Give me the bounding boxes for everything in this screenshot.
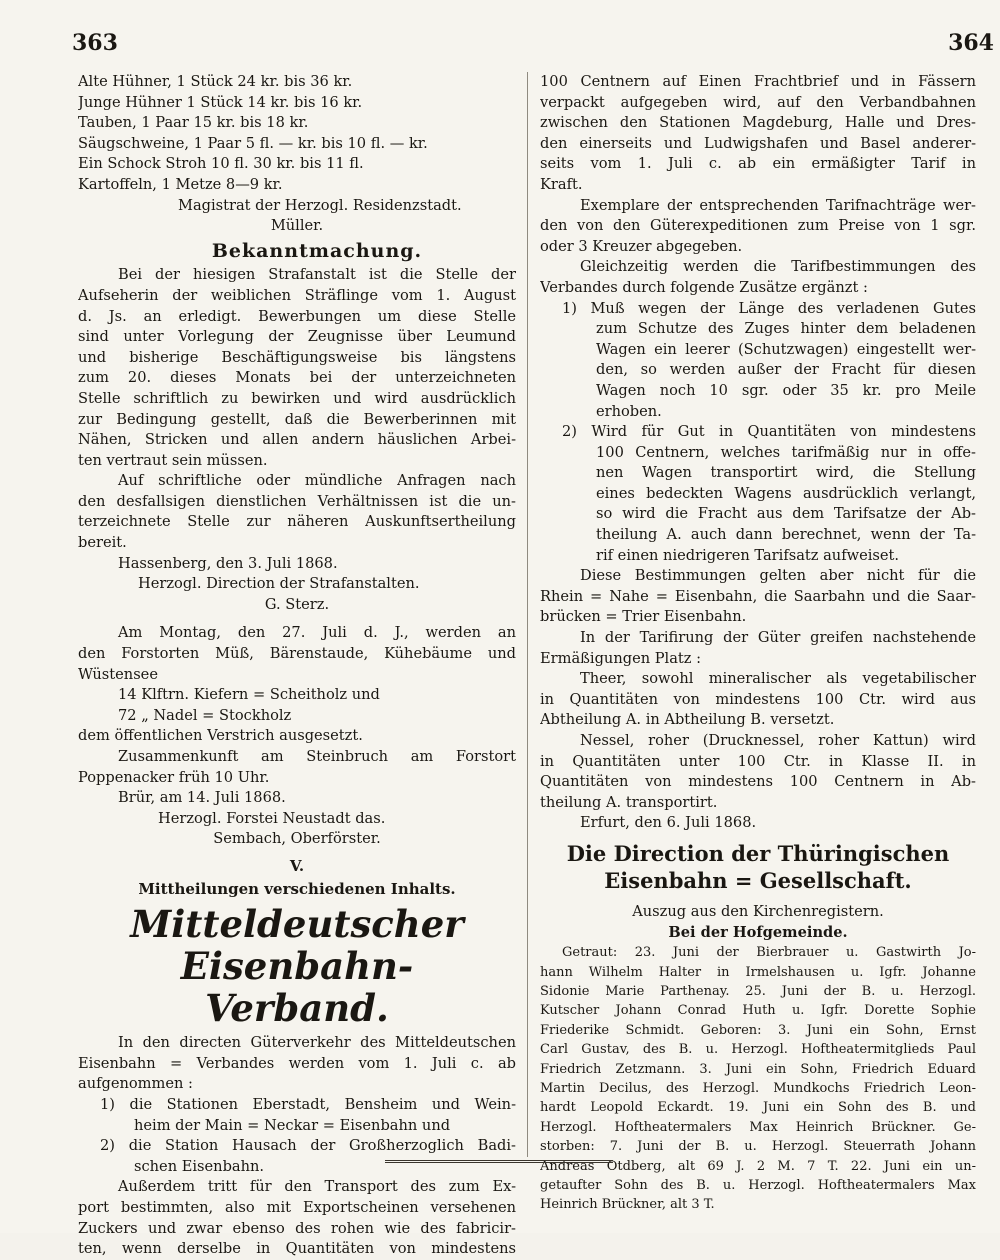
text-line: Wagen noch 10 sgr. oder 35 kr. pro Meile (596, 381, 976, 399)
text-line: storben: 7. Juni der B. u. Herzogl. Steuerrath Johann (540, 1139, 976, 1155)
text-line: Gleichzeitig werden die Tarifbestimmungen des (580, 258, 976, 276)
article-body (78, 1033, 516, 1260)
text-line: Aufseherin der weiblichen Sträflinge vom 1. August (78, 286, 516, 304)
text-line: Carl Gustav, des B. u. Herzogl. Hoftheatermitglieds Paul (540, 1042, 976, 1058)
text-line: 2) Wird für Gut in Quantitäten von mindestens (562, 423, 976, 441)
text-line: oder 3 Kreuzer abgegeben. (540, 237, 743, 255)
notice-authority: Herzogl. Direction der Strafanstalten. (138, 575, 420, 593)
church-register-body (540, 943, 976, 1215)
text-line: Außerdem tritt für den Transport des zum Ex- (118, 1178, 516, 1196)
text-line: getaufter Sohn des B. u. Herzogl. Hoftheatermalers Max (540, 1178, 976, 1194)
text-line: port bestimmten, also mit Exportscheinen versehenen (78, 1198, 516, 1216)
text-line: Diese Bestimmungen gelten aber nicht für die (580, 567, 976, 585)
text-line: d. Js. an erledigt. Bewerbungen um diese Stelle (78, 307, 516, 325)
text-line: Wüstensee (78, 665, 158, 683)
text-line: 1) Muß wegen der Länge des verladenen Gutes (562, 299, 976, 317)
text-line: hann Wilhelm Halter in Irmelshausen u. Igfr. Johanne (540, 964, 976, 980)
page-number-right: 364 (948, 30, 994, 56)
text-line: Rhein = Nahe = Eisenbahn, die Saarbahn und die Saar- (540, 587, 976, 605)
price-list (78, 72, 516, 237)
text-line: 72 „ Nadel = Stockholz (118, 706, 292, 724)
price-line: Ein Schock Stroh 10 fl. 30 kr. bis 11 fl. (78, 155, 364, 173)
text-line: ten vertraut sein müssen. (78, 451, 268, 469)
notice-date: Hassenberg, den 3. Juli 1868. (118, 554, 338, 572)
text-line: Auf schriftliche oder mündliche Anfragen nach (118, 472, 516, 490)
text-line: Friedrich Zetzmann. 3. Juni ein Sohn, Friedrich Eduard (540, 1061, 976, 1077)
closing-rule (385, 1160, 613, 1163)
text-line: Verbandes durch folgende Zusätze ergänzt : (540, 278, 868, 296)
text-line: Bei der hiesigen Strafanstalt ist die Stelle der (118, 266, 516, 284)
text-line: Theer, sowohl mineralischer als vegetabilischer (580, 670, 976, 688)
text-line: Quantitäten von mindestens 100 Centnern in Ab- (540, 773, 976, 791)
text-line: seits vom 1. Juli c. ab ein ermäßigter Tarif in (540, 155, 976, 173)
signature-name: Müller. (270, 217, 324, 235)
text-line: 100 Centnern, welches tarifmäßig nur in offe- (596, 443, 976, 461)
text-line: theilung A. auch dann berechnet, wenn der Ta- (596, 526, 976, 544)
church-register-subheading: Bei der Hofgemeinde. (668, 923, 848, 941)
text-line: und bisherige Beschäftigungsweise bis längstens (78, 348, 516, 366)
text-line: brücken = Trier Eisenbahn. (540, 608, 747, 626)
article-title (78, 903, 516, 1029)
section-number: V. (289, 856, 305, 875)
text-line: so wird die Fracht aus dem Tarifsatze der Ab- (596, 505, 976, 523)
text-line: Abtheilung A. in Abtheilung B. versetzt. (540, 711, 835, 729)
article-continuation (540, 72, 976, 834)
text-line: Stelle schriftlich zu bewirken und wird ausdrücklich (78, 389, 516, 407)
text-line: 2) die Station Hausach der Großherzoglich Badi- (100, 1137, 516, 1155)
text-line: In der Tarifirung der Güter greifen nachstehende (580, 629, 976, 647)
text-line: bereit. (78, 534, 127, 552)
text-line: Ermäßigungen Platz : (540, 649, 702, 667)
text-line: schen Eisenbahn. (134, 1157, 265, 1175)
text-line: sind unter Vorlegung der Zeugnisse über Leumund (78, 328, 516, 346)
notice-signer: Sembach, Oberförster. (213, 830, 381, 848)
signature-line: Magistrat der Herzogl. Residenzstadt. (178, 196, 462, 214)
text-line: den von den Güterexpeditionen zum Preise von 1 sgr. (540, 217, 976, 235)
text-line: Zuckers und zwar ebenso des rohen wie des fabricir- (78, 1219, 516, 1237)
text-line: nen Wagen transportirt wird, die Stellung (596, 464, 976, 482)
price-line: Alte Hühner, 1 Stück 24 kr. bis 36 kr. (78, 73, 353, 90)
column-divider (527, 72, 528, 1157)
text-line: theilung A. transportirt. (540, 793, 718, 811)
text-line: Poppenacker früh 10 Uhr. (78, 768, 270, 786)
text-line: terzeichnete Stelle zur näheren Auskunftsertheilung (78, 513, 516, 531)
text-line: eines bedeckten Wagens ausdrücklich verlangt, (596, 484, 976, 502)
text-line: Exemplare der entsprechenden Tarifnachträge wer- (580, 196, 976, 214)
article-title-line: Mitteldeutscher Eisenbahn- (130, 902, 464, 989)
text-line: Martin Decilus, des Herzogl. Mundkochs Friedrich Leon- (540, 1081, 976, 1096)
text-line: den desfallsigen dienstlichen Verhältnissen ist die un- (78, 492, 516, 510)
direction-line: Die Direction der Thüringischen (566, 840, 950, 866)
text-line: Sidonie Marie Parthenay. 25. Juni der B. u. Herzogl. (540, 983, 976, 999)
auction-notice (78, 623, 516, 850)
text-line: Andreas Otdberg, alt 69 J. 2 M. 7 T. 22. Juni ein un- (540, 1158, 976, 1174)
section-title: Mittheilungen verschiedenen Inhalts. (138, 879, 456, 898)
article-title-line: Verband. (205, 986, 389, 1031)
text-line: rif einen niedrigeren Tarifsatz aufweiset. (596, 546, 900, 564)
text-line: Getraut: 23. Juni der Bierbrauer u. Gastwirth Jo- (562, 945, 976, 961)
direction-line: Eisenbahn = Gesellschaft. (604, 867, 912, 893)
text-line: den, so werden außer der Fracht für diesen (596, 361, 976, 379)
text-line: zwischen den Stationen Magdeburg, Halle und Dres- (540, 114, 976, 132)
text-line: Friederike Schmidt. Geboren: 3. Juni ein Sohn, Ernst (540, 1022, 976, 1038)
text-line: dem öffentlichen Verstrich ausgesetzt. (78, 727, 363, 745)
text-line: Kutscher Johann Conrad Huth u. Igfr. Dorette Sophie (540, 1003, 976, 1019)
notice-signer: G. Sterz. (264, 595, 330, 613)
text-line: In den directen Güterverkehr des Mitteldeutschen (118, 1034, 516, 1052)
text-line: heim der Main = Neckar = Eisenbahn und (134, 1116, 451, 1134)
text-line: Heinrich Brückner, alt 3 T. (540, 1197, 715, 1213)
notice-date: Brür, am 14. Juli 1868. (118, 789, 286, 807)
price-line: Säugschweine, 1 Paar 5 fl. — kr. bis 10 fl. — kr. (78, 134, 428, 152)
price-line: Tauben, 1 Paar 15 kr. bis 18 kr. (78, 114, 309, 132)
direction-signature (540, 840, 976, 894)
church-register-heading: Auszug aus den Kirchenregistern. (632, 902, 884, 920)
text-line: den einerseits und Ludwigshafen und Basel anderer- (540, 134, 976, 152)
text-line: erhoben. (596, 402, 662, 420)
text-line: Wagen ein leerer (Schutzwagen) eingestellt wer- (596, 340, 976, 358)
article-date: Erfurt, den 6. Juli 1868. (580, 814, 757, 832)
left-column (78, 72, 516, 1260)
text-line: hardt Leopold Eckardt. 19. Juni ein Sohn des B. und (540, 1100, 976, 1116)
text-line: in Quantitäten von mindestens 100 Ctr. wird aus (540, 690, 976, 708)
text-line: zum 20. dieses Monats bei der unterzeichneten (78, 369, 516, 387)
text-line: den Forstorten Müß, Bärenstaude, Kühebäume und (78, 645, 516, 663)
text-line: in Quantitäten unter 100 Ctr. in Klasse II. in (540, 752, 976, 770)
text-line: Zusammenkunft am Steinbruch am Forstort (118, 748, 516, 765)
text-line: zum Schutze des Zuges hinter dem beladenen (596, 320, 976, 338)
notice-authority: Herzogl. Forstei Neustadt das. (158, 809, 386, 827)
text-line: Herzogl. Hoftheatermalers Max Heinrich Brückner. Ge- (540, 1119, 976, 1135)
text-line: zur Bedingung gestellt, daß die Bewerberinnen mit (78, 410, 516, 428)
text-line: verpackt aufgegeben wird, auf den Verbandbahnen (540, 93, 976, 111)
text-line: Eisenbahn = Verbandes werden vom 1. Juli c. ab (78, 1054, 516, 1072)
text-line: 100 Centnern auf Einen Frachtbrief und in Fässern (540, 73, 976, 90)
right-column (540, 72, 976, 1215)
text-line: 14 Klftrn. Kiefern = Scheitholz und (118, 686, 380, 704)
price-line: Junge Hühner 1 Stück 14 kr. bis 16 kr. (78, 93, 363, 111)
text-line: 1) die Stationen Eberstadt, Bensheim und Wein- (100, 1095, 516, 1113)
text-line: Nähen, Stricken und allen andern häuslichen Arbei- (78, 431, 516, 449)
notice-body (78, 265, 516, 615)
price-line: Kartoffeln, 1 Metze 8—9 kr. (78, 175, 283, 193)
notice-heading: Bekanntmachung. (211, 239, 423, 262)
text-line: Am Montag, den 27. Juli d. J., werden an (118, 624, 516, 642)
text-line: ten, wenn derselbe in Quantitäten von mindestens (78, 1240, 516, 1258)
page-number-left: 363 (72, 30, 118, 56)
text-line: aufgenommen : (78, 1075, 193, 1093)
text-line: Nessel, roher (Drucknessel, roher Kattun) wird (580, 732, 976, 749)
text-line: Kraft. (540, 175, 583, 193)
